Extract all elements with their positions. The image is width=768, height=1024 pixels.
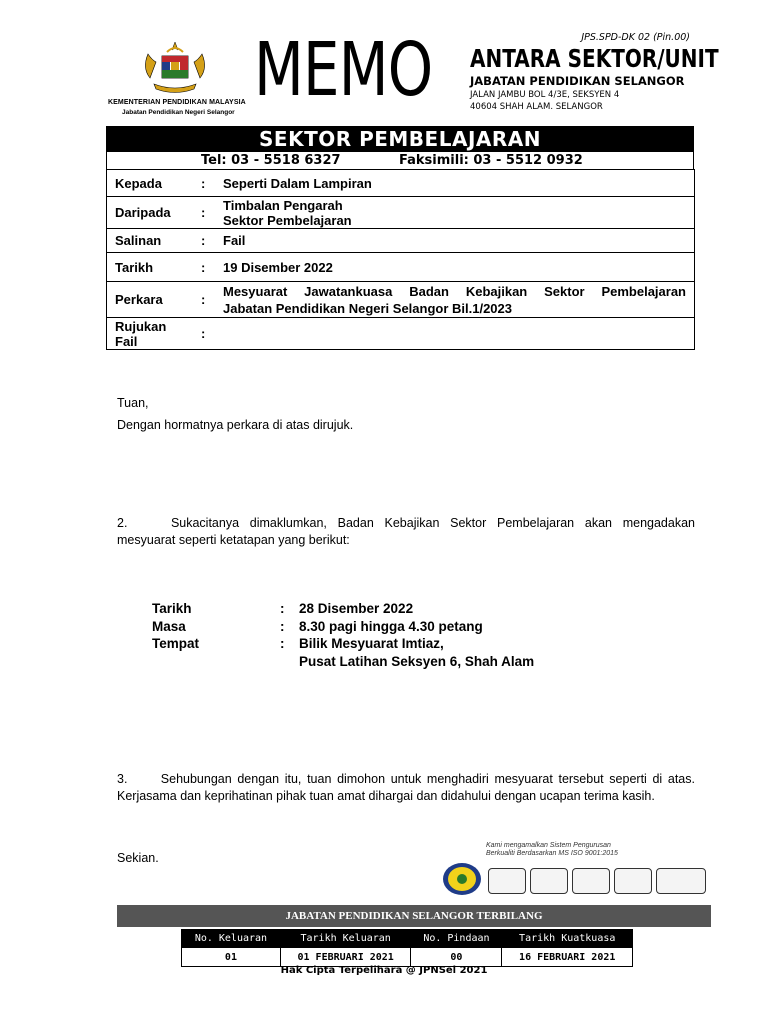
daripada-line-2: Sektor Pembelajaran [223, 212, 352, 228]
sector-title: SEKTOR PEMBELAJARAN [106, 126, 694, 152]
certification-text [486, 842, 618, 858]
antara-heading: ANTARA SEKTOR/UNIT [470, 44, 719, 73]
header-tarikh-keluaran: Tarikh Keluaran [280, 930, 411, 948]
memo-title: MEMO [254, 27, 433, 113]
daripada-value [215, 197, 695, 229]
detail-colon: : [280, 636, 285, 651]
header-tarikh-kuatkuasa: Tarikh Kuatkuasa [502, 930, 633, 948]
daripada-line-1: Timbalan Pengarah [223, 197, 343, 213]
ministry-name: KEMENTERIAN PENDIDIKAN MALAYSIA [108, 99, 246, 106]
colon: : [201, 253, 215, 282]
certification-line-2: Berkualiti Berdasarkan MS ISO 9001:2015 [486, 850, 618, 857]
colon: : [201, 170, 215, 197]
detail-tarikh-value: 28 Disember 2022 [299, 601, 414, 616]
paragraph-2-text: Sukacitanya dimaklumkan, Badan Kebajikan Sektor Pembelajaran akan mengadakan [170, 516, 695, 530]
malaysia-coat-of-arms-icon [140, 40, 210, 98]
detail-masa-value: 8.30 pagi hingga 4.30 petang [299, 619, 483, 634]
standards-malaysia-badge-icon [530, 868, 568, 894]
perkara-label: Perkara [107, 282, 202, 318]
address-line-1: JALAN JAMBU BOL 4/3E, SEKSYEN 4 [470, 90, 620, 100]
iso-badge-icon [488, 868, 526, 894]
perkara-value [215, 282, 695, 318]
paragraph-3-number: 3. [117, 772, 128, 786]
row-salinan [107, 229, 695, 253]
detail-tempat-line-2: Pusat Latihan Seksyen 6, Shah Alam [299, 654, 535, 669]
paragraph-2-line-2: mesyuarat seperti ketatapan yang berikut: [117, 533, 350, 547]
tarikh-value: 19 Disember 2022 [215, 253, 695, 282]
colon: : [201, 282, 215, 318]
tarikh-label: Tarikh [107, 253, 202, 282]
salinan-label: Salinan [107, 229, 202, 253]
detail-tarikh-label: Tarikh [152, 601, 192, 616]
paragraph-3 [117, 771, 695, 805]
colon: : [201, 318, 215, 350]
contact-row [106, 152, 694, 170]
iso-badge-icon [572, 868, 610, 894]
document-code: JPS.SPD-DK 02 (Pin.00) [581, 32, 690, 43]
row-daripada [107, 197, 695, 229]
rujukan-label-line-1: Rujukan [115, 318, 167, 334]
address-line-2: 40604 SHAH ALAM. SELANGOR [470, 102, 603, 112]
cell-no-keluaran: 01 [182, 948, 281, 967]
paragraph-2-line-1 [117, 515, 695, 532]
colon: : [201, 229, 215, 253]
perkara-line-2: Jabatan Pendidikan Negeri Selangor Bil.1/2023 [223, 300, 512, 316]
paragraph-2 [117, 515, 695, 549]
cell-no-pindaan: 00 [411, 948, 502, 967]
header-no-keluaran: No. Keluaran [182, 930, 281, 948]
fax: Faksimili: 03 - 5512 0932 [399, 153, 583, 168]
paragraph-2-number: 2. [117, 516, 128, 530]
certification-line-1: Kami mengamalkan Sistem Pengurusan [486, 842, 611, 849]
memo-info-table [106, 169, 695, 350]
telephone: Tel: 03 - 5518 6327 [201, 153, 341, 168]
terbilang-banner: JABATAN PENDIDIKAN SELANGOR TERBILANG [117, 905, 711, 927]
iqnet-badge-icon [656, 868, 706, 894]
state-dept-name: Jabatan Pendidikan Negeri Selangor [122, 109, 235, 116]
row-tarikh [107, 253, 695, 282]
jpn-selangor-logo-icon [442, 862, 482, 896]
rujukan-label [107, 318, 202, 350]
revision-table [181, 929, 633, 967]
revision-header-row [182, 930, 633, 948]
detail-masa-label: Masa [152, 619, 186, 634]
rujukan-value [215, 318, 695, 350]
closing: Sekian. [117, 851, 159, 865]
detail-tempat-label: Tempat [152, 636, 200, 651]
daripada-label: Daripada [107, 197, 202, 229]
sector-header [106, 126, 694, 170]
kepada-value: Seperti Dalam Lampiran [215, 170, 695, 197]
detail-colon: : [280, 601, 285, 616]
colon: : [201, 197, 215, 229]
department-name: JABATAN PENDIDIKAN SELANGOR [470, 74, 685, 88]
header-no-pindaan: No. Pindaan [411, 930, 502, 948]
salutation: Tuan, [117, 396, 149, 410]
kepada-label: Kepada [107, 170, 202, 197]
opening-line: Dengan hormatnya perkara di atas dirujuk. [117, 418, 354, 432]
detail-colon: : [280, 619, 285, 634]
paragraph-3-line-1 [117, 771, 695, 788]
paragraph-3-text: Sehubungan dengan itu, tuan dimohon untuk menghadiri mesyuarat tersebut seperti di atas. [160, 772, 695, 786]
detail-tempat-line-1: Bilik Mesyuarat Imtiaz, [299, 636, 444, 651]
perkara-line-1: Mesyuarat Jawatankuasa Badan Kebajikan Sektor Pembelajaran [223, 283, 686, 299]
rujukan-label-line-2: Fail [115, 333, 138, 349]
row-kepada [107, 170, 695, 197]
sirim-badge-icon [614, 868, 652, 894]
salinan-value: Fail [215, 229, 695, 253]
row-perkara [107, 282, 695, 318]
cell-tarikh-keluaran: 01 FEBRUARI 2021 [280, 948, 411, 967]
cell-tarikh-kuatkuasa: 16 FEBRUARI 2021 [502, 948, 633, 967]
copyright: Hak Cipta Terpelihara @ JPNSel 2021 [280, 965, 488, 976]
revision-data-row [182, 948, 633, 967]
paragraph-3-line-2: Kerjasama dan keprihatinan pihak tuan amat dihargai dan didahului dengan ucapan terima kasih. [117, 789, 655, 803]
row-rujukan [107, 318, 695, 350]
